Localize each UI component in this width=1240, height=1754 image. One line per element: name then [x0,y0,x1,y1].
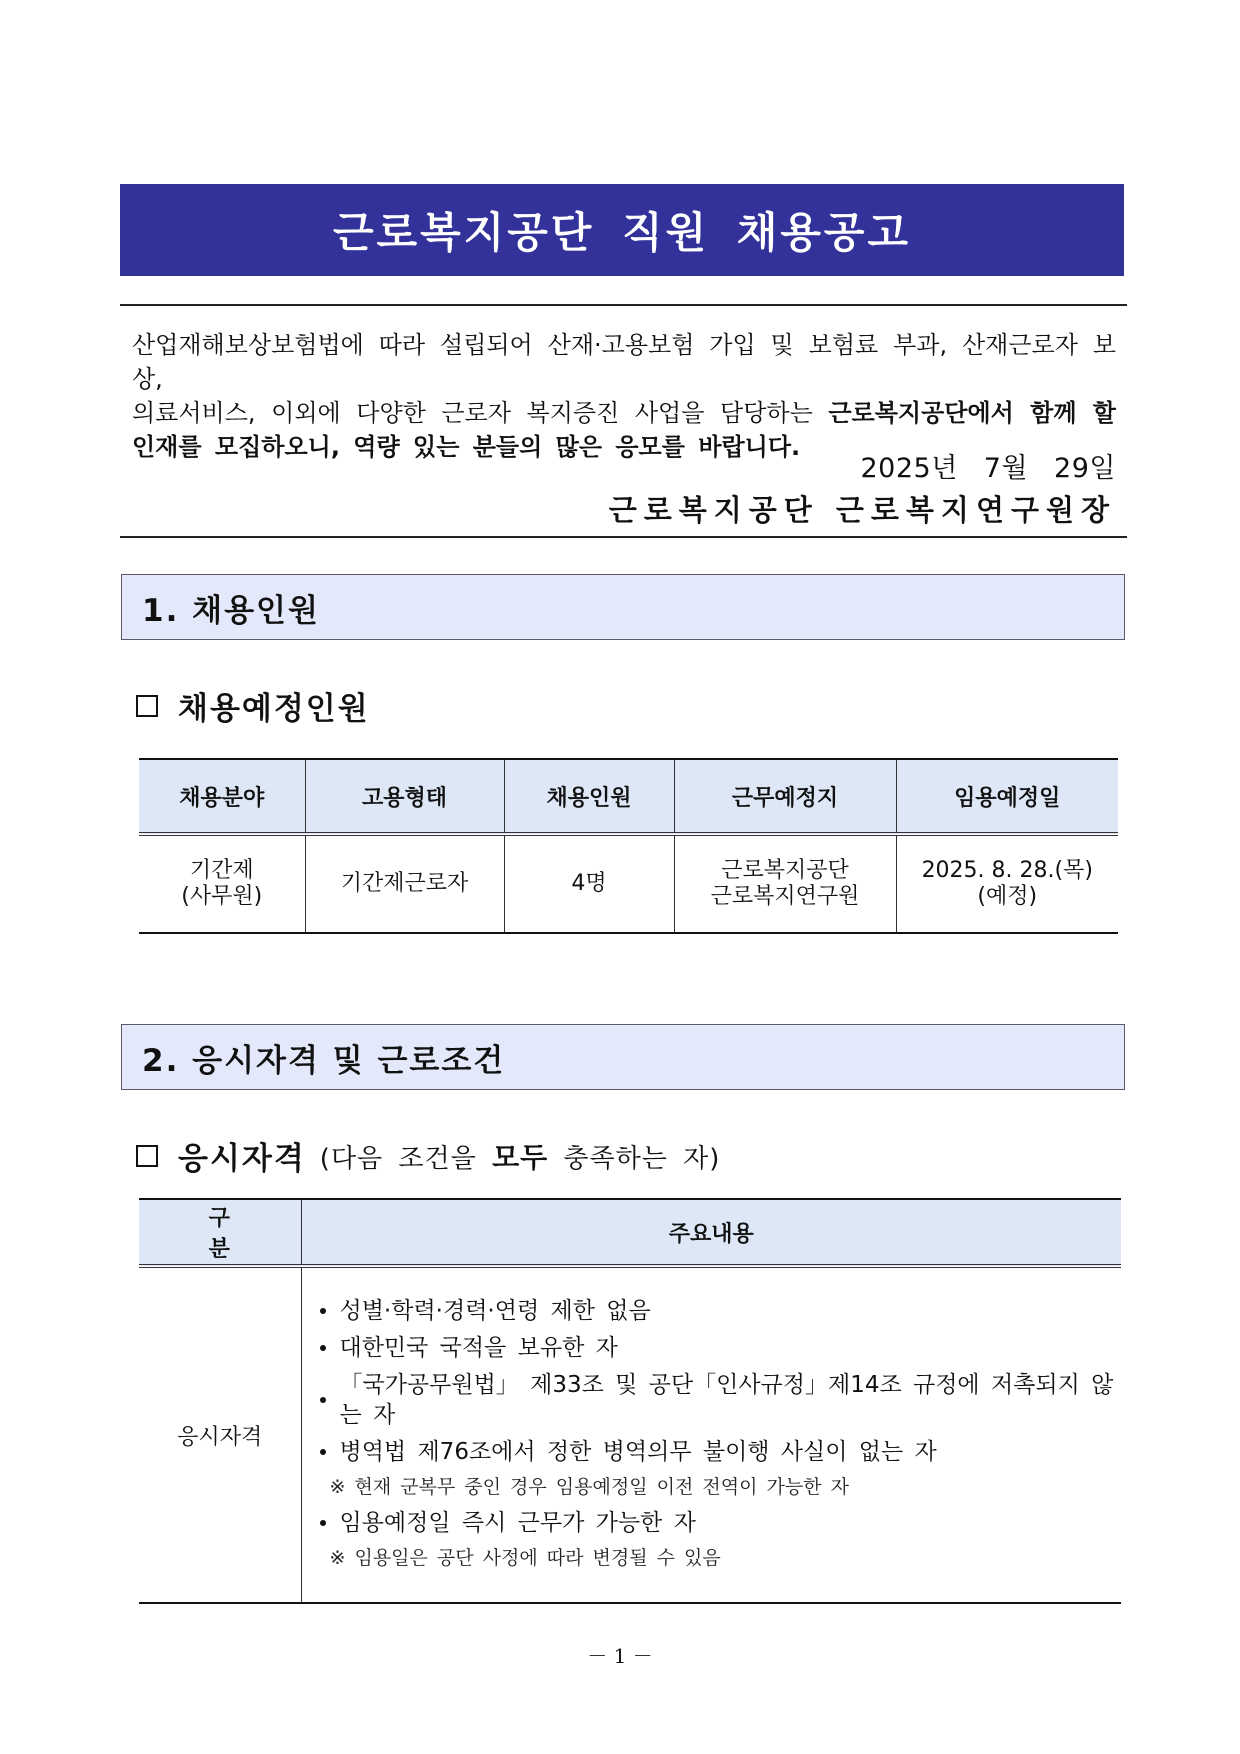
header-field: 채용분야 [139,759,305,834]
intro-line-2 [132,396,1116,430]
header-location: 근무예정지 [674,759,896,834]
requirement-note: ※ 임용일은 공단 사정에 따라 변경될 수 있음 [329,1547,721,1569]
cell-category: 응시자격 [139,1266,301,1603]
cell-location [674,834,896,933]
section-2-heading: 2. 응시자격 및 근로조건 [121,1024,1125,1090]
date-year: 2025년 [860,453,958,484]
requirement-item [320,1508,1122,1538]
condition-pre: (다음 조건을 [319,1143,493,1174]
intro-line-2-text: 의료서비스, 이외에 다양한 근로자 복지증진 사업을 담당하는 [132,399,829,427]
condition-bold: 모두 [492,1140,549,1174]
bullet-icon [320,1345,326,1351]
requirement-text: 임용예정일 즉시 근무가 가능한 자 [339,1510,696,1536]
section-2-subheading [136,1133,720,1178]
announcement-date [860,446,1116,485]
requirement-text: 병역법 제76조에서 정한 병역의무 불이행 사실이 없는 자 [339,1439,937,1465]
subheading-text: 채용예정인원 [178,691,370,727]
requirement-text: 「국가공무원법」 제33조 및 공단「인사규정」제14조 규정에 저촉되지 않는 자 [339,1372,1114,1428]
intro-line-1: 산업재해보상보험법에 따라 설립되어 산재·고용보험 가입 및 보험료 부과, 산재근로자 보상, [132,331,1116,393]
cell-headcount: 4명 [504,834,674,933]
header-headcount: 채용인원 [504,759,674,834]
bullet-icon [320,1449,326,1455]
cell-location-line-1: 근로복지공단 [721,858,849,883]
cell-start-line-1: 2025. 8. 28.(목) [921,858,1093,883]
date-month: 7월 [983,453,1029,484]
date-day: 29일 [1054,453,1116,484]
intro-paragraph [132,328,1116,464]
header-main-content: 주요내용 [301,1199,1121,1266]
header-employment-type: 고용형태 [305,759,504,834]
page-number: － 1 － [587,1644,653,1668]
condition-post: 충족하는 자) [548,1143,721,1174]
section-1-subheading [136,683,370,728]
subheading-text: 응시자격 [178,1141,306,1177]
cell-field-line-1: 기간제 [189,858,254,883]
table-row [139,834,1118,933]
intro-line-3-bold: 인재를 모집하오니, 역량 있는 분들의 많은 응모를 바랍니다. [132,433,801,461]
requirement-item [320,1437,1122,1467]
requirement-item [320,1296,1122,1326]
bullet-icon [320,1397,326,1403]
table-header-row [139,759,1118,834]
requirement-note: ※ 현재 군복무 중인 경우 임용예정일 이전 전역이 가능한 자 [329,1476,849,1498]
checkbox-icon [136,1145,158,1167]
checkbox-icon [136,695,158,717]
table-row [139,1266,1121,1603]
requirement-text: 대한민국 국적을 보유한 자 [339,1335,618,1361]
header-category: 구 분 [139,1199,301,1266]
requirement-item [320,1333,1122,1363]
cell-start-date [896,834,1118,933]
intro-line-2-bold: 근로복지공단에서 함께 할 [828,399,1116,427]
recruitment-table [139,758,1118,934]
page-title: 근로복지공단 직원 채용공고 [120,184,1124,276]
subheading-condition [320,1136,721,1176]
table-header-row [139,1199,1121,1266]
bullet-icon [320,1520,326,1526]
cell-start-line-2: (예정) [977,884,1038,909]
cell-employment-type: 기간제근로자 [305,834,504,933]
section-1-heading: 1. 채용인원 [121,574,1125,640]
cell-requirements [301,1266,1121,1603]
bullet-icon [320,1308,326,1314]
top-divider [120,304,1127,306]
requirement-text: 성별·학력·경력·연령 제한 없음 [339,1298,651,1324]
header-bottom-divider [120,536,1127,538]
cell-field [139,834,305,933]
header-start-date: 임용예정일 [896,759,1118,834]
issuer-signature: 근로복지공단 근로복지연구원장 [608,493,1116,527]
eligibility-table [139,1198,1121,1604]
cell-location-line-2: 근로복지연구원 [710,884,860,909]
requirement-item [320,1370,1122,1430]
cell-field-line-2: (사무원) [181,884,263,909]
